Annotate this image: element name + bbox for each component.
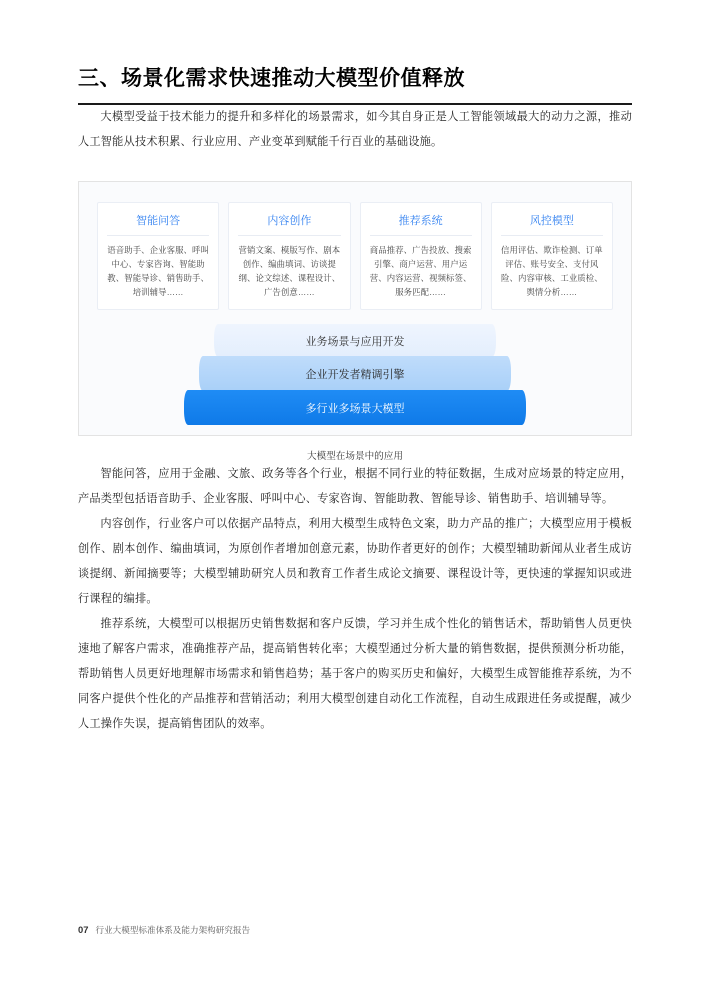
- figure-card-row: [79, 182, 631, 310]
- figure-caption: 大模型在场景中的应用: [307, 451, 403, 462]
- footer-document-title: 行业大模型标准体系及能力架构研究报告: [95, 925, 251, 935]
- figure-layer-large-model: 多行业多场景大模型: [184, 390, 526, 425]
- card-divider: [107, 235, 209, 236]
- page-footer: [78, 924, 250, 936]
- paragraph-recommendation-system: 推荐系统，大模型可以根据历史销售数据和客户反馈，学习并生成个性化的销售话术，帮助销售人员更快速地了解客户需求，准确推荐产品，提高销售转化率；大模型通过分析大量的销售数据，提供预测分析功能，帮助销售人员更好地理解市场需求和销售趋势；基于客户的购买历史和偏好，大模型生成智能推荐系统，为不同客户提供个性化的产品推荐和营销活动；利用大模型创建自动化工作流程，自动生成跟进任务或提醒，减少人工操作失误，提高销售团队的效率。: [78, 618, 632, 730]
- figure-card-risk-control-model: [491, 202, 613, 310]
- card-divider: [238, 235, 340, 236]
- card-title: 智能问答: [136, 215, 181, 227]
- figure-card-intelligent-qa: [97, 202, 219, 310]
- card-title: 推荐系统: [398, 215, 443, 227]
- card-body: 语音助手、企业客服、呼叫中心、专家咨询、智能助教、智能导诊、销售助手、培训辅导……: [107, 245, 209, 297]
- figure-card-recommendation-system: [360, 202, 482, 310]
- section-heading-block: [78, 0, 632, 105]
- card-title: 内容创作: [267, 215, 312, 227]
- figure-layer-finetune-engine: 企业开发者精调引擎: [199, 356, 511, 391]
- card-body: 信用评估、欺诈检测、订单评估、账号安全、支付风险、内容审核、工业质检、舆情分析……: [501, 245, 603, 297]
- intro-paragraph: 大模型受益于技术能力的提升和多样化的场景需求，如今其自身正是人工智能领域最大的动力之源，推动人工智能从技术积累、行业应用、产业变革到赋能千行百业的基础设施。: [78, 111, 632, 148]
- figure-card-content-creation: [228, 202, 350, 310]
- heading-divider: [78, 103, 632, 105]
- card-title: 风控模型: [529, 215, 574, 227]
- figure-layer-business-scenarios: 业务场景与应用开发: [214, 324, 496, 357]
- card-divider: [501, 235, 603, 236]
- page-title: 三、场景化需求快速推动大模型价值释放: [78, 67, 465, 90]
- card-body: 商品推荐、广告投放、搜索引擎、商户运营、用户运营、内容运营、视频标签、服务匹配……: [369, 245, 472, 297]
- card-body: 营销文案、模版写作、剧本创作、编曲填词、访谈提纲、论文综述、课程设计、广告创意……: [238, 245, 341, 297]
- figure-diagram: [78, 181, 632, 436]
- footer-page-number: 07: [78, 924, 89, 935]
- paragraph-content-creation: 内容创作，行业客户可以依据产品特点，利用大模型生成特色文案，助力产品的推广；大模型应用于模板创作、剧本创作、编曲填词，为原创作者增加创意元素，协助作者更好的创作；大模型辅助新闻从业者生成访谈提纲、新闻摘要等；大模型辅助研究人员和教育工作者生成论文摘要、课程设计等，更快速的掌握知识或进行课程的编排。: [78, 518, 632, 605]
- figure-layer-stack: [79, 324, 631, 429]
- card-divider: [370, 235, 472, 236]
- paragraph-intelligent-qa: 智能问答，应用于金融、文旅、政务等各个行业，根据不同行业的特征数据，生成对应场景的特定应用，产品类型包括语音助手、企业客服、呼叫中心、专家咨询、智能助教、智能导诊、销售助手、培训辅导等。: [78, 468, 632, 505]
